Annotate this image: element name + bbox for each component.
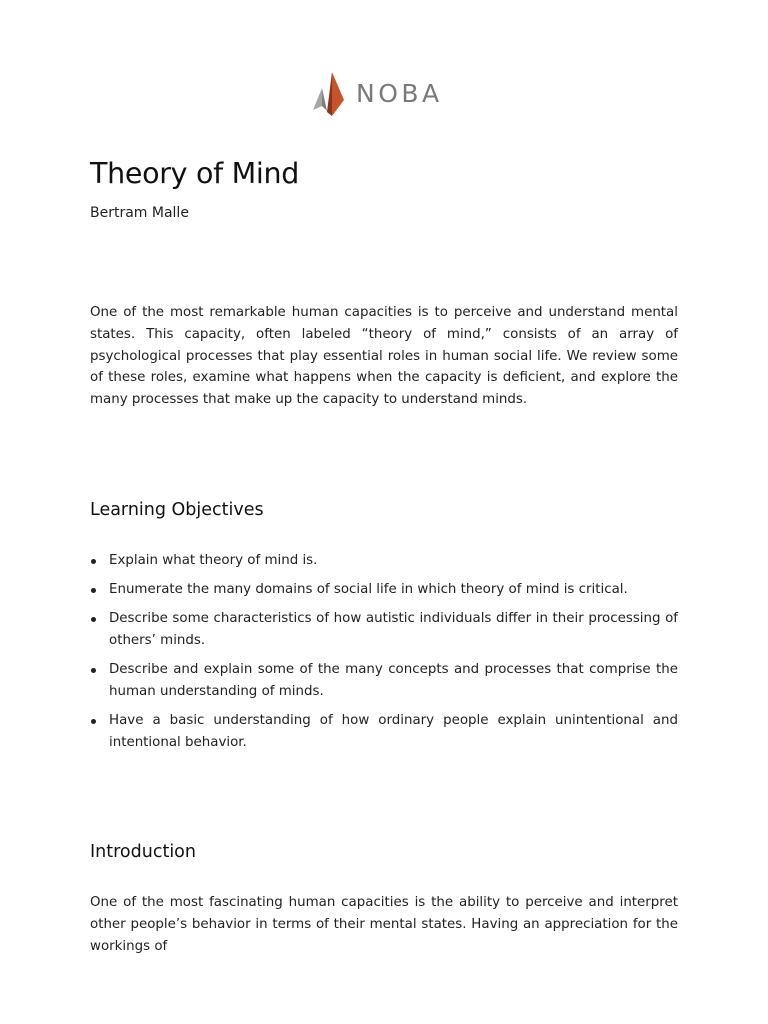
objective-text: Have a basic understanding of how ordinary people explain unintentional and intentional behavior. xyxy=(109,712,678,750)
noba-logo-icon xyxy=(313,70,344,116)
objective-text: Explain what theory of mind is. xyxy=(109,553,318,568)
bullet-icon xyxy=(91,588,96,593)
objective-text: Describe and explain some of the many concepts and processes that comprise the human understanding of minds. xyxy=(109,662,678,699)
article-title: Theory of Mind xyxy=(90,157,300,190)
noba-logo xyxy=(313,70,443,116)
objective-text: Enumerate the many domains of social life in which theory of mind is critical. xyxy=(109,582,628,598)
learning-objectives-heading: Learning Objectives xyxy=(90,500,264,520)
objective-item xyxy=(90,550,678,572)
bullet-icon xyxy=(91,719,96,724)
article-abstract: One of the most remarkable human capacities is to perceive and understand mental states. This capacity, often labeled “theory of mind,” consists of an array of psychological processes that play essential roles in human social life. We review some of these roles, examine what happens when the capacity is deficient, and explore the many processes that make up the capacity to understand minds. xyxy=(90,305,678,408)
objective-text: Describe some characteristics of how autistic individuals differ in their processing of others’ minds. xyxy=(109,611,678,648)
introduction-heading: Introduction xyxy=(90,842,196,862)
learning-objectives-list xyxy=(90,550,678,761)
bullet-icon xyxy=(91,559,96,564)
bullet-icon xyxy=(91,617,96,622)
objective-item xyxy=(90,579,678,601)
objective-item xyxy=(90,710,678,754)
bullet-icon xyxy=(91,668,96,673)
objective-item xyxy=(90,608,678,652)
objective-item xyxy=(90,659,678,703)
introduction-text: One of the most fascinating human capacities is the ability to perceive and interpret other people’s behavior in terms of their mental states. Having an appreciation for the workings of xyxy=(90,895,678,954)
logo-wordmark: NOBA xyxy=(356,78,443,108)
article-author: Bertram Malle xyxy=(90,205,189,221)
